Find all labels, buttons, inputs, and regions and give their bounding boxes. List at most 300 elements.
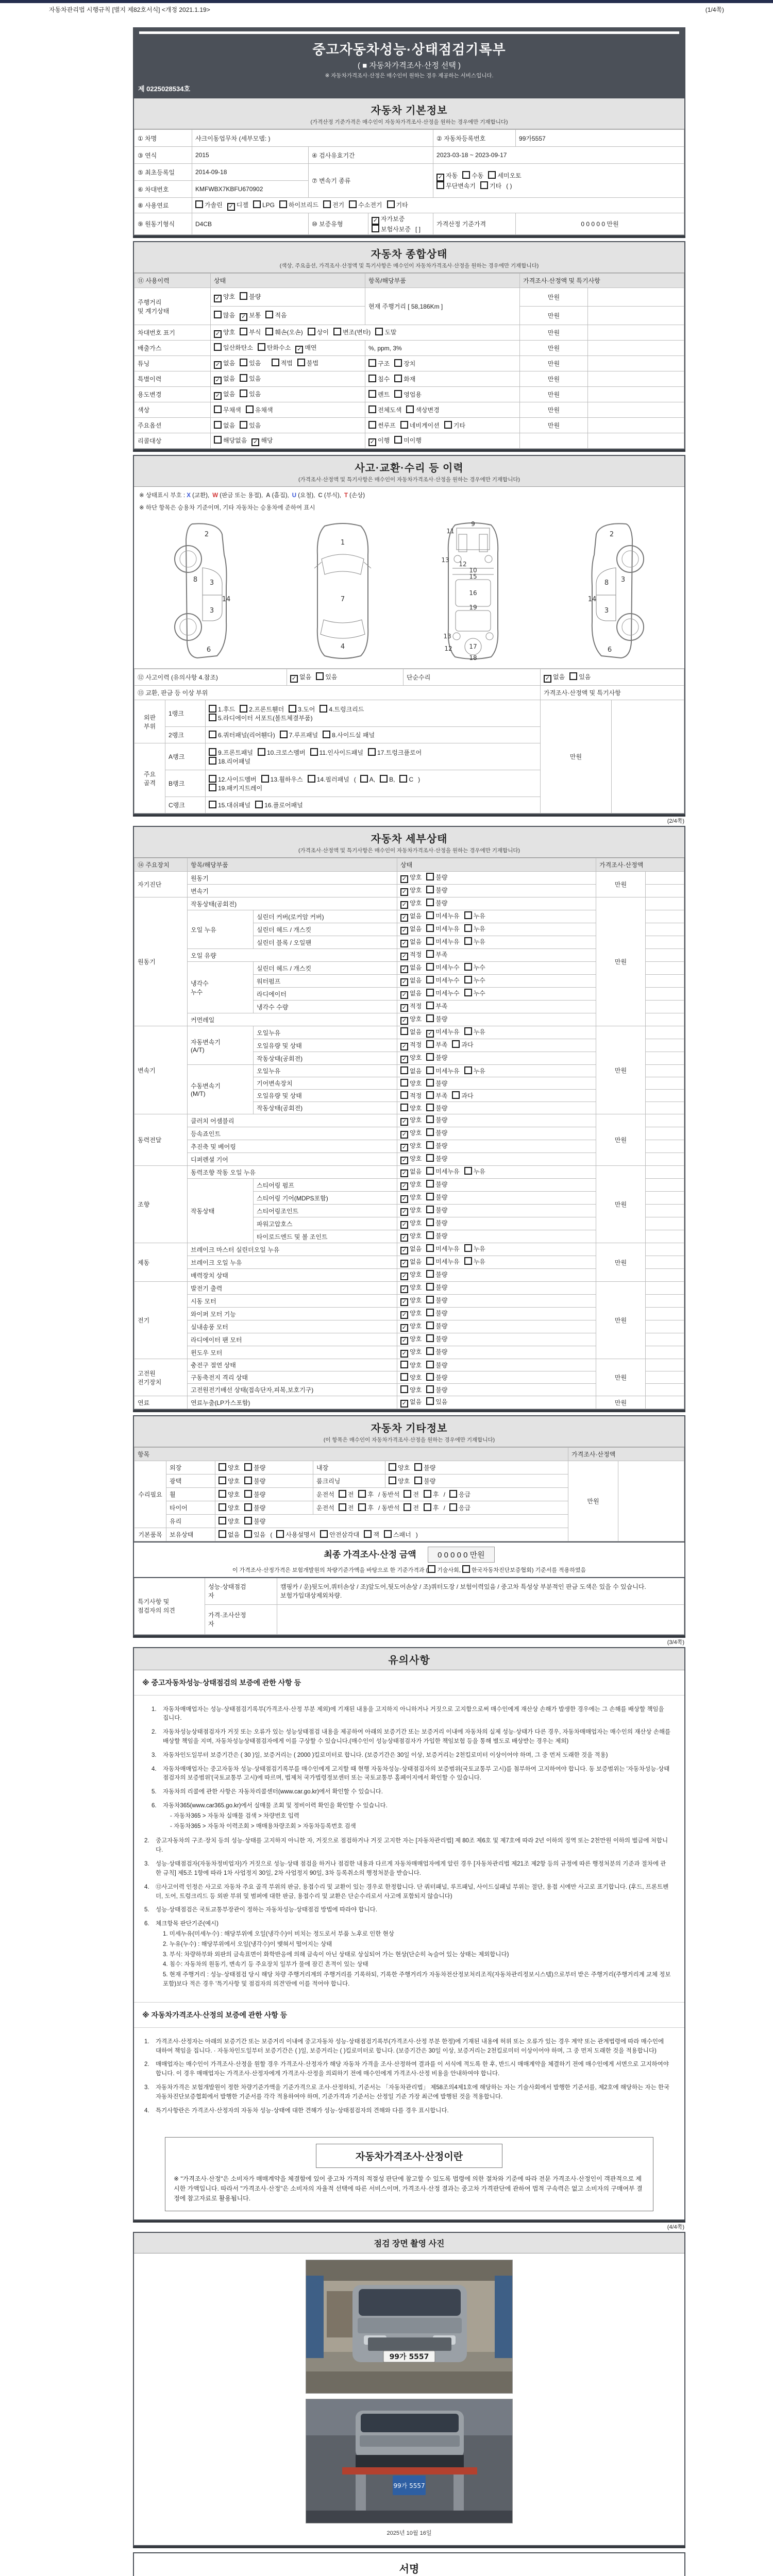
- checkbox[interactable]: [240, 389, 247, 397]
- checkbox-option[interactable]: [368, 748, 422, 757]
- checkbox[interactable]: [452, 1040, 460, 1048]
- checkbox[interactable]: [426, 950, 434, 958]
- checkbox-option[interactable]: [400, 873, 422, 883]
- checkbox[interactable]: [400, 1056, 408, 1063]
- checkbox-option[interactable]: [426, 911, 459, 920]
- checkbox[interactable]: [272, 359, 279, 366]
- checkbox[interactable]: [219, 1517, 226, 1524]
- checkbox[interactable]: [414, 1477, 422, 1484]
- checkbox-option[interactable]: [400, 989, 422, 999]
- checkbox-option[interactable]: [400, 1218, 422, 1229]
- checkbox-option[interactable]: [244, 1503, 265, 1512]
- checkbox[interactable]: [400, 1361, 408, 1368]
- checkbox-option[interactable]: [394, 390, 422, 399]
- checkbox-option[interactable]: [400, 1347, 422, 1358]
- checkbox[interactable]: [400, 953, 408, 960]
- checkbox-option[interactable]: [399, 775, 413, 783]
- checkbox-option[interactable]: [426, 1270, 447, 1279]
- checkbox[interactable]: [399, 775, 407, 783]
- checkbox-option[interactable]: [426, 1361, 447, 1369]
- checkbox[interactable]: [279, 200, 287, 208]
- checkbox[interactable]: [464, 976, 472, 984]
- checkbox-option[interactable]: [464, 1244, 485, 1253]
- checkbox-option[interactable]: [358, 1490, 374, 1499]
- checkbox-option[interactable]: [426, 937, 459, 946]
- checkbox-option[interactable]: [323, 731, 375, 739]
- checkbox-option[interactable]: [426, 1053, 447, 1062]
- checkbox[interactable]: [349, 200, 357, 208]
- checkbox-option[interactable]: [426, 1141, 447, 1150]
- checkbox[interactable]: [400, 927, 408, 935]
- checkbox-option[interactable]: [400, 1091, 422, 1100]
- checkbox[interactable]: [214, 436, 222, 444]
- checkbox[interactable]: [426, 1030, 434, 1038]
- checkbox-option[interactable]: [400, 1154, 422, 1164]
- checkbox-option[interactable]: [400, 1283, 422, 1293]
- checkbox-option[interactable]: [400, 886, 422, 896]
- checkbox-option[interactable]: [426, 1014, 447, 1023]
- checkbox[interactable]: [244, 1477, 252, 1484]
- checkbox[interactable]: [209, 748, 216, 756]
- checkbox[interactable]: [400, 1144, 408, 1151]
- checkbox[interactable]: [244, 1463, 252, 1471]
- checkbox[interactable]: [209, 714, 216, 721]
- checkbox[interactable]: [424, 1490, 431, 1498]
- checkbox[interactable]: [426, 1193, 434, 1200]
- checkbox[interactable]: [464, 989, 472, 996]
- checkbox[interactable]: [426, 1385, 434, 1393]
- checkbox-option[interactable]: [426, 1193, 447, 1201]
- checkbox[interactable]: [426, 963, 434, 971]
- checkbox-option[interactable]: [426, 1347, 447, 1356]
- checkbox[interactable]: [400, 421, 408, 429]
- checkbox-option[interactable]: [214, 359, 235, 369]
- checkbox-option[interactable]: [219, 1477, 240, 1485]
- checkbox[interactable]: [462, 1565, 470, 1573]
- checkbox[interactable]: [404, 1503, 411, 1511]
- checkbox[interactable]: [394, 390, 402, 398]
- checkbox[interactable]: [209, 775, 216, 783]
- checkbox[interactable]: [400, 875, 408, 883]
- checkbox-option[interactable]: [400, 1270, 422, 1280]
- checkbox[interactable]: [426, 1014, 434, 1022]
- checkbox[interactable]: [426, 924, 434, 932]
- checkbox[interactable]: [219, 1477, 226, 1484]
- checkbox-option[interactable]: [426, 1231, 447, 1240]
- checkbox[interactable]: [400, 1273, 408, 1280]
- checkbox-option[interactable]: [400, 899, 422, 909]
- checkbox-option[interactable]: [426, 1066, 459, 1075]
- checkbox[interactable]: [375, 328, 383, 335]
- checkbox-option[interactable]: [464, 963, 485, 972]
- checkbox[interactable]: [320, 1530, 328, 1538]
- checkbox[interactable]: [209, 731, 216, 738]
- checkbox-option[interactable]: [400, 1079, 422, 1088]
- checkbox[interactable]: [219, 1503, 226, 1511]
- checkbox-option[interactable]: [240, 359, 261, 367]
- checkbox[interactable]: [426, 886, 434, 893]
- checkbox[interactable]: [255, 801, 263, 808]
- checkbox-option[interactable]: [400, 1296, 422, 1306]
- checkbox-option[interactable]: [426, 1257, 459, 1266]
- checkbox-option[interactable]: [380, 775, 395, 783]
- checkbox[interactable]: [214, 421, 222, 429]
- checkbox[interactable]: [214, 405, 222, 413]
- checkbox-option[interactable]: [400, 1309, 422, 1319]
- checkbox[interactable]: [209, 705, 216, 713]
- checkbox[interactable]: [400, 1234, 408, 1242]
- checkbox-option[interactable]: [426, 1180, 447, 1189]
- checkbox-option[interactable]: [426, 1040, 447, 1049]
- checkbox[interactable]: [400, 1247, 408, 1255]
- checkbox-option[interactable]: [214, 328, 235, 338]
- checkbox-option[interactable]: [375, 328, 396, 336]
- checkbox[interactable]: [368, 748, 376, 756]
- checkbox-option[interactable]: [464, 911, 485, 920]
- checkbox[interactable]: [323, 731, 330, 738]
- checkbox[interactable]: [400, 1285, 408, 1293]
- checkbox[interactable]: [394, 436, 402, 444]
- checkbox[interactable]: [368, 405, 376, 413]
- checkbox[interactable]: [240, 705, 247, 713]
- checkbox-option[interactable]: [276, 1530, 315, 1539]
- checkbox-option[interactable]: [295, 343, 316, 353]
- checkbox[interactable]: [240, 359, 247, 366]
- checkbox-option[interactable]: [400, 937, 422, 947]
- checkbox[interactable]: [240, 374, 247, 382]
- checkbox[interactable]: [426, 989, 434, 996]
- checkbox[interactable]: [244, 1490, 252, 1498]
- checkbox[interactable]: [209, 801, 216, 808]
- checkbox[interactable]: [452, 1091, 460, 1099]
- checkbox-option[interactable]: [289, 705, 315, 714]
- checkbox[interactable]: [368, 390, 376, 398]
- checkbox[interactable]: [389, 1463, 396, 1471]
- checkbox[interactable]: [209, 784, 216, 791]
- checkbox-option[interactable]: [569, 672, 591, 681]
- checkbox-option[interactable]: [368, 359, 390, 368]
- checkbox-option[interactable]: [426, 1027, 459, 1038]
- checkbox-option[interactable]: [368, 436, 390, 446]
- checkbox[interactable]: [426, 1218, 434, 1226]
- checkbox-option[interactable]: [368, 405, 401, 414]
- checkbox-option[interactable]: [297, 359, 318, 367]
- checkbox-option[interactable]: [244, 1463, 265, 1472]
- checkbox[interactable]: [464, 1257, 472, 1265]
- checkbox[interactable]: [195, 200, 203, 208]
- checkbox-option[interactable]: [265, 311, 287, 319]
- checkbox[interactable]: [358, 1503, 366, 1511]
- checkbox-option[interactable]: [400, 924, 422, 935]
- checkbox-option[interactable]: [320, 705, 364, 714]
- checkbox[interactable]: [251, 438, 259, 446]
- checkbox-option[interactable]: [400, 1334, 422, 1345]
- checkbox-option[interactable]: [195, 200, 223, 209]
- checkbox-option[interactable]: [240, 389, 261, 398]
- checkbox[interactable]: [426, 1373, 434, 1381]
- checkbox-option[interactable]: [261, 775, 303, 784]
- checkbox[interactable]: [276, 1530, 284, 1538]
- checkbox-option[interactable]: [426, 1079, 447, 1088]
- checkbox[interactable]: [426, 1066, 434, 1074]
- checkbox[interactable]: [426, 899, 434, 906]
- checkbox[interactable]: [372, 217, 379, 225]
- checkbox-option[interactable]: [214, 405, 241, 414]
- checkbox-option[interactable]: [426, 1296, 447, 1304]
- checkbox[interactable]: [209, 757, 216, 765]
- checkbox-option[interactable]: [404, 1490, 419, 1499]
- checkbox[interactable]: [400, 1066, 408, 1074]
- checkbox-option[interactable]: [426, 1373, 447, 1382]
- checkbox-option[interactable]: [349, 200, 382, 209]
- checkbox-option[interactable]: [426, 1091, 447, 1100]
- checkbox[interactable]: [394, 375, 402, 382]
- checkbox-option[interactable]: [426, 1309, 447, 1317]
- checkbox-option[interactable]: [209, 748, 253, 757]
- checkbox[interactable]: [426, 1347, 434, 1355]
- checkbox[interactable]: [426, 1141, 434, 1149]
- checkbox[interactable]: [426, 873, 434, 880]
- checkbox[interactable]: [426, 1397, 434, 1405]
- checkbox[interactable]: [265, 328, 273, 335]
- checkbox-option[interactable]: [316, 672, 337, 681]
- checkbox-option[interactable]: [436, 181, 476, 190]
- checkbox[interactable]: [426, 1079, 434, 1087]
- checkbox[interactable]: [426, 1002, 434, 1009]
- checkbox-option[interactable]: [400, 1193, 422, 1203]
- checkbox[interactable]: [333, 328, 341, 335]
- checkbox-option[interactable]: [244, 1530, 265, 1539]
- checkbox[interactable]: [258, 343, 265, 351]
- checkbox[interactable]: [400, 1118, 408, 1126]
- checkbox[interactable]: [400, 914, 408, 922]
- checkbox[interactable]: [544, 675, 551, 683]
- checkbox[interactable]: [400, 1311, 408, 1319]
- checkbox-option[interactable]: [227, 200, 248, 211]
- checkbox[interactable]: [310, 748, 318, 756]
- checkbox-option[interactable]: [414, 1463, 435, 1472]
- checkbox-option[interactable]: [426, 1104, 447, 1112]
- checkbox-option[interactable]: [400, 1321, 422, 1332]
- checkbox[interactable]: [464, 1027, 472, 1035]
- checkbox-option[interactable]: [464, 976, 485, 985]
- checkbox[interactable]: [214, 392, 222, 400]
- checkbox[interactable]: [214, 377, 222, 384]
- checkbox-option[interactable]: [214, 311, 235, 319]
- checkbox-option[interactable]: [240, 705, 284, 714]
- checkbox-option[interactable]: [244, 1517, 265, 1526]
- checkbox[interactable]: [400, 901, 408, 909]
- checkbox-option[interactable]: [214, 421, 235, 430]
- checkbox[interactable]: [400, 1157, 408, 1164]
- checkbox-option[interactable]: [400, 1206, 422, 1216]
- checkbox[interactable]: [394, 359, 402, 367]
- checkbox[interactable]: [400, 965, 408, 973]
- checkbox-option[interactable]: [258, 748, 306, 757]
- checkbox-option[interactable]: [265, 328, 303, 336]
- checkbox[interactable]: [426, 937, 434, 945]
- checkbox[interactable]: [426, 1040, 434, 1048]
- checkbox[interactable]: [400, 888, 408, 896]
- checkbox[interactable]: [400, 1091, 408, 1099]
- checkbox[interactable]: [244, 1530, 252, 1538]
- checkbox[interactable]: [227, 203, 235, 211]
- checkbox[interactable]: [219, 1463, 226, 1471]
- checkbox[interactable]: [400, 1221, 408, 1229]
- checkbox[interactable]: [404, 1490, 411, 1498]
- checkbox-option[interactable]: [308, 775, 349, 784]
- checkbox-option[interactable]: [219, 1490, 240, 1499]
- checkbox-option[interactable]: [389, 1477, 410, 1485]
- checkbox-option[interactable]: [400, 1373, 422, 1382]
- checkbox-option[interactable]: [209, 705, 235, 714]
- checkbox[interactable]: [400, 1400, 408, 1408]
- checkbox[interactable]: [464, 911, 472, 919]
- checkbox[interactable]: [426, 1206, 434, 1213]
- checkbox-option[interactable]: [219, 1463, 240, 1472]
- checkbox-option[interactable]: [240, 421, 261, 430]
- checkbox-option[interactable]: [368, 375, 390, 383]
- checkbox[interactable]: [389, 1477, 396, 1484]
- checkbox[interactable]: [240, 328, 247, 335]
- checkbox-option[interactable]: [426, 950, 447, 959]
- checkbox[interactable]: [368, 375, 376, 382]
- checkbox[interactable]: [488, 171, 496, 179]
- checkbox-option[interactable]: [400, 1167, 422, 1177]
- checkbox[interactable]: [261, 775, 269, 783]
- checkbox[interactable]: [400, 940, 408, 947]
- checkbox[interactable]: [426, 1104, 434, 1111]
- checkbox-option[interactable]: [251, 436, 273, 446]
- checkbox-option[interactable]: [452, 1091, 473, 1100]
- checkbox-option[interactable]: [368, 390, 390, 399]
- checkbox-option[interactable]: [219, 1530, 240, 1539]
- checkbox-option[interactable]: [400, 963, 422, 973]
- checkbox[interactable]: [368, 421, 376, 429]
- checkbox[interactable]: [368, 359, 376, 367]
- checkbox[interactable]: [400, 1027, 408, 1035]
- checkbox-option[interactable]: [426, 886, 447, 894]
- checkbox[interactable]: [426, 1321, 434, 1329]
- checkbox-option[interactable]: [426, 1334, 447, 1343]
- checkbox[interactable]: [426, 1334, 434, 1342]
- checkbox[interactable]: [240, 313, 247, 321]
- checkbox-option[interactable]: [426, 924, 459, 933]
- checkbox-option[interactable]: [400, 1180, 422, 1190]
- checkbox[interactable]: [400, 991, 408, 999]
- checkbox[interactable]: [400, 1017, 408, 1025]
- checkbox[interactable]: [426, 1167, 434, 1175]
- checkbox-option[interactable]: [400, 1053, 422, 1063]
- checkbox[interactable]: [400, 1182, 408, 1190]
- checkbox[interactable]: [426, 1257, 434, 1265]
- checkbox-option[interactable]: [400, 911, 422, 922]
- checkbox-option[interactable]: [372, 214, 405, 225]
- checkbox[interactable]: [400, 1004, 408, 1012]
- checkbox-option[interactable]: [209, 731, 275, 739]
- checkbox[interactable]: [464, 937, 472, 945]
- checkbox[interactable]: [426, 1231, 434, 1239]
- checkbox-option[interactable]: [389, 1463, 410, 1472]
- checkbox-option[interactable]: [209, 757, 250, 766]
- checkbox-option[interactable]: [400, 1128, 422, 1139]
- checkbox[interactable]: [364, 1530, 372, 1538]
- checkbox-option[interactable]: [240, 374, 261, 383]
- checkbox[interactable]: [253, 200, 261, 208]
- checkbox-option[interactable]: [290, 672, 311, 683]
- checkbox-option[interactable]: [400, 1002, 422, 1012]
- checkbox-option[interactable]: [400, 1104, 422, 1112]
- checkbox-option[interactable]: [426, 1206, 447, 1214]
- checkbox[interactable]: [436, 174, 444, 181]
- checkbox[interactable]: [323, 200, 331, 208]
- checkbox-option[interactable]: [214, 389, 235, 400]
- checkbox[interactable]: [289, 705, 296, 713]
- checkbox-option[interactable]: [400, 1066, 422, 1075]
- checkbox[interactable]: [464, 963, 472, 971]
- checkbox[interactable]: [406, 405, 414, 413]
- checkbox[interactable]: [414, 1463, 422, 1471]
- checkbox[interactable]: [400, 1079, 408, 1087]
- checkbox-option[interactable]: [400, 1014, 422, 1025]
- checkbox[interactable]: [426, 1361, 434, 1368]
- checkbox-option[interactable]: [400, 1115, 422, 1126]
- checkbox-option[interactable]: [255, 801, 303, 809]
- checkbox-option[interactable]: [394, 436, 422, 445]
- checkbox[interactable]: [426, 1283, 434, 1291]
- checkbox-option[interactable]: [253, 200, 275, 209]
- checkbox-option[interactable]: [426, 899, 447, 907]
- checkbox[interactable]: [219, 1490, 226, 1498]
- checkbox[interactable]: [436, 181, 444, 189]
- checkbox[interactable]: [214, 343, 222, 351]
- checkbox-option[interactable]: [426, 1115, 447, 1124]
- checkbox[interactable]: [214, 361, 222, 369]
- checkbox-option[interactable]: [320, 1530, 359, 1539]
- checkbox-option[interactable]: [209, 714, 313, 722]
- checkbox-option[interactable]: [436, 171, 458, 181]
- checkbox[interactable]: [426, 1270, 434, 1278]
- checkbox[interactable]: [400, 1385, 408, 1393]
- checkbox-option[interactable]: [279, 200, 318, 209]
- checkbox[interactable]: [258, 748, 265, 756]
- checkbox[interactable]: [464, 1244, 472, 1252]
- checkbox-option[interactable]: [240, 292, 261, 301]
- checkbox-option[interactable]: [400, 421, 440, 430]
- checkbox-option[interactable]: [244, 1477, 265, 1485]
- checkbox-option[interactable]: [404, 1503, 419, 1512]
- checkbox-option[interactable]: [339, 1490, 354, 1499]
- checkbox[interactable]: [462, 171, 470, 179]
- checkbox-option[interactable]: [310, 748, 363, 757]
- checkbox-option[interactable]: [426, 989, 459, 997]
- checkbox[interactable]: [308, 328, 315, 335]
- checkbox-option[interactable]: [462, 171, 483, 180]
- checkbox-option[interactable]: [426, 976, 459, 985]
- checkbox-option[interactable]: [372, 225, 411, 233]
- checkbox-option[interactable]: [280, 731, 318, 739]
- checkbox[interactable]: [400, 1043, 408, 1050]
- checkbox-option[interactable]: [308, 328, 329, 336]
- checkbox-option[interactable]: [426, 873, 447, 882]
- checkbox-option[interactable]: [488, 171, 521, 180]
- checkbox-option[interactable]: [400, 1397, 422, 1408]
- checkbox-option[interactable]: [464, 989, 485, 997]
- checkbox-option[interactable]: [426, 1283, 447, 1292]
- checkbox-option[interactable]: [240, 311, 261, 321]
- checkbox[interactable]: [360, 775, 368, 783]
- checkbox-option[interactable]: [384, 1530, 411, 1539]
